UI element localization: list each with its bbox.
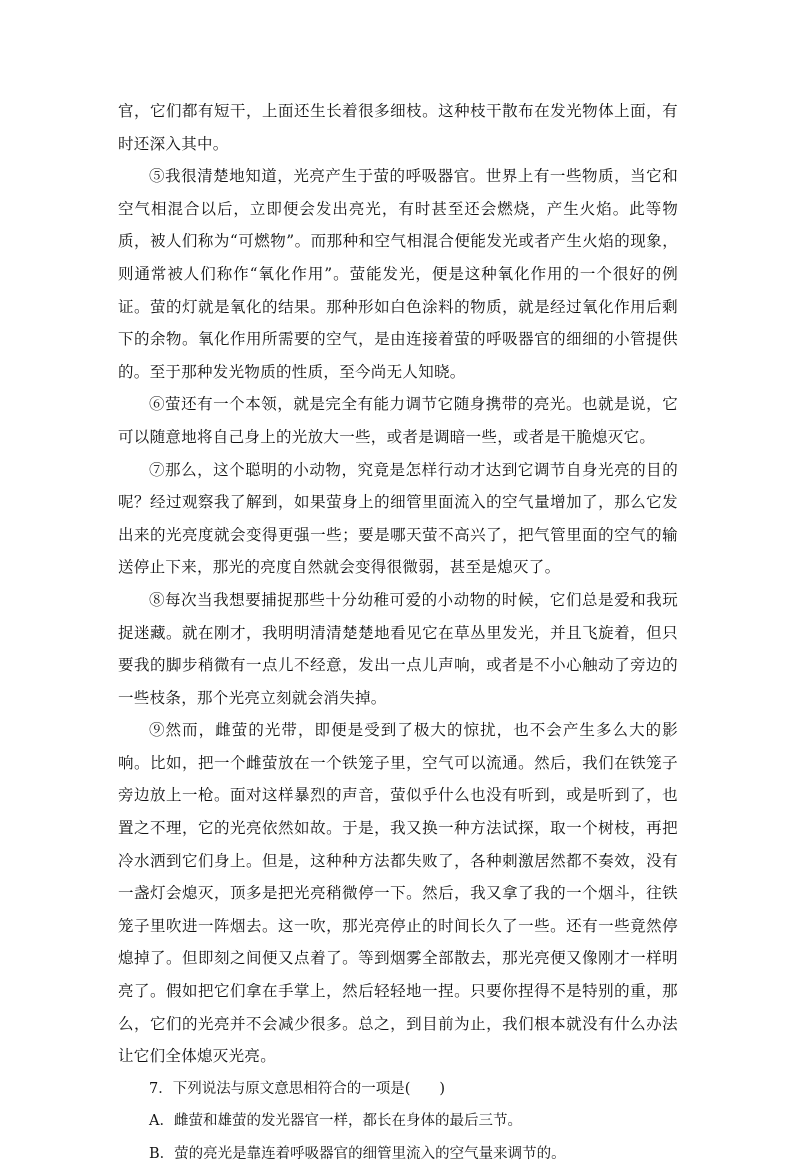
question-7-option-b: B．萤的亮光是靠连着呼吸器官的细管里流入的空气量来调节的。 xyxy=(149,1146,566,1162)
question-7-option-a: A．雌萤和雄萤的发光器官一样，都长在身体的最后三节。 xyxy=(149,1113,522,1130)
paragraph-6: ⑥萤还有一个本领，就是完全有能力调节它随身携带的亮光。也就是说，它可以随意地将自己身上的光放大一些，或者是调暗一些，或者是干脆熄灭它。 xyxy=(118,395,678,446)
question-7-stem: 7．下列说法与原文意思相符合的一项是( ) xyxy=(149,1080,446,1097)
paragraph-8: ⑧每次当我想要捕捉那些十分幼稚可爱的小动物的时候，它们总是爱和我玩捉迷藏。就在刚才，我明明清清楚楚地看见它在草丛里发光，并且飞旋着，但只要我的脚步稍微有一点儿不经意，发出一点儿声响，或者是不小心触动了旁边的一些枝条，那个光亮立刻就会消失掉。 xyxy=(118,590,678,707)
paragraph-continuation: 官，它们都有短干，上面还生长着很多细枝。这种枝干散布在发光物体上面，有时还深入其中。 xyxy=(118,102,678,153)
document-body xyxy=(118,95,678,1171)
paragraph-9: ⑨然而，雌萤的光带，即便是受到了极大的惊扰，也不会产生多么大的影响。比如，把一个雌萤放在一个铁笼子里，空气可以流通。然后，我们在铁笼子旁边放上一枪。面对这样暴烈的声音，萤似乎什么也没有听到，或是听到了，也置之不理，它的光亮依然如故。于是，我又换一种方法试探，取一个树枝，再把冷水洒到它们身上。但是，这种种方法都失败了，各种刺激居然都不奏效，没有一盏灯会熄灭，顶多是把光亮稍微停一下。然后，我又拿了我的一个烟斗，往铁笼子里吹进一阵烟去。这一吹，那光亮停止的时间长久了一些。还有一些竟然停熄掉了。但即刻之间便又点着了。等到烟雾全部散去，那光亮便又像刚才一样明亮了。假如把它们拿在手掌上，然后轻轻地一捏。只要你捏得不是特别的重，那么，它们的光亮并不会减少很多。总之，到目前为止，我们根本就没有什么办法让它们全体熄灭光亮。 xyxy=(118,721,678,1066)
paragraph-7: ⑦那么，这个聪明的小动物，究竟是怎样行动才达到它调节自身光亮的目的呢？经过观察我了解到，如果萤身上的细管里面流入的空气量增加了，那么它发出来的光亮度就会变得更强一些；要是哪天萤不高兴了，把气管里面的空气的输送停止下来，那光的亮度自然就会变得很微弱，甚至是熄灭了。 xyxy=(118,460,678,577)
paragraph-5: ⑤我很清楚地知道，光亮产生于萤的呼吸器官。世界上有一些物质，当它和空气相混合以后，立即便会发出亮光，有时甚至还会燃烧，产生火焰。此等物质，被人们称为“可燃物”。而那种和空气相混合便能发光或者产生火焰的现象，则通常被人们称作“氧化作用”。萤能发光，便是这种氧化作用的一个很好的例证。萤的灯就是氧化的结果。那种形如白色涂料的物质，就是经过氧化作用后剩下的余物。氧化作用所需要的空气，是由连接着萤的呼吸器官的细细的小管提供的。至于那种发光物质的性质，至今尚无人知晓。 xyxy=(118,167,678,381)
